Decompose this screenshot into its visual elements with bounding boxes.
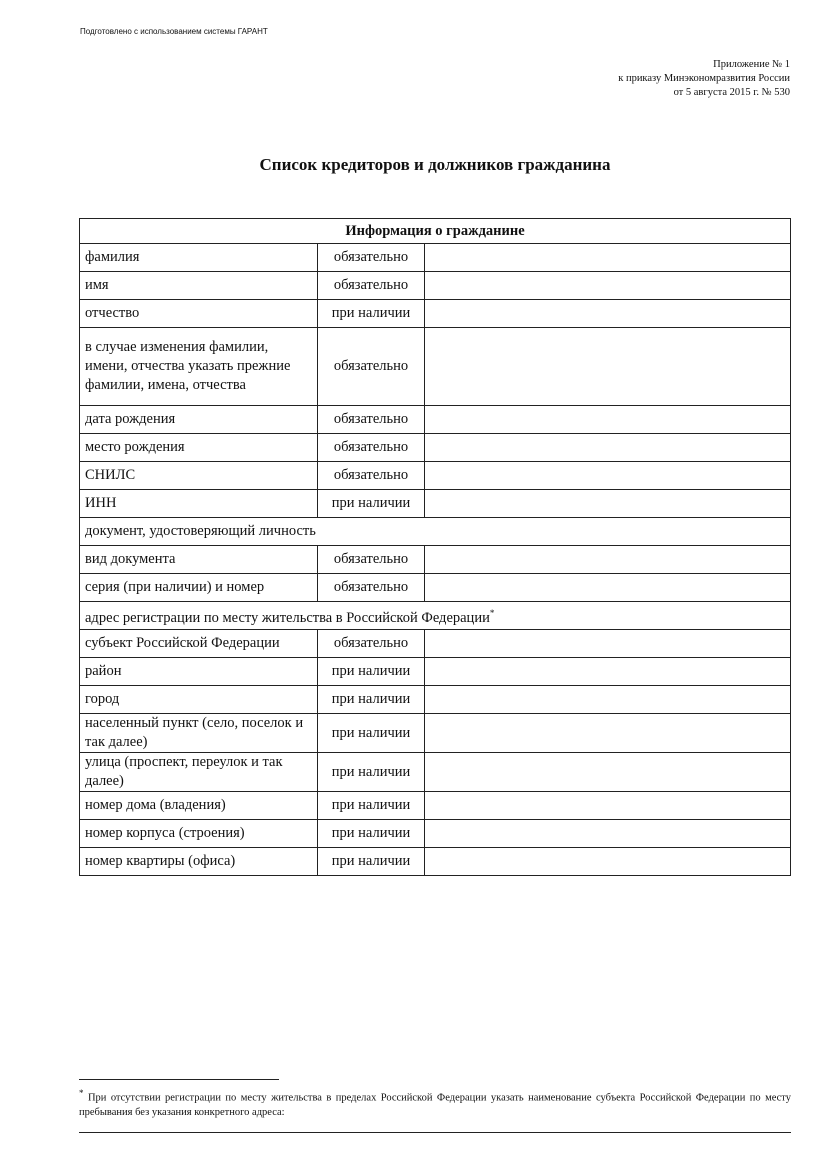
- row-value-cell[interactable]: [425, 546, 791, 574]
- row-label: населенный пункт (село, поселок и так далее): [80, 714, 318, 753]
- row-value-cell[interactable]: [425, 792, 791, 820]
- citizen-info-table: [79, 218, 791, 876]
- table-row: [80, 244, 791, 272]
- row-requirement: при наличии: [318, 848, 425, 876]
- appendix-line-2: к приказу Минэкономразвития России: [618, 73, 790, 84]
- table-row: [80, 792, 791, 820]
- row-label: субъект Российской Федерации: [80, 630, 318, 658]
- footnote: [79, 1086, 791, 1120]
- appendix-line-1: Приложение № 1: [713, 59, 790, 70]
- row-value-cell[interactable]: [425, 574, 791, 602]
- row-label: отчество: [80, 300, 318, 328]
- row-label: дата рождения: [80, 406, 318, 434]
- row-label: улица (проспект, переулок и так далее): [80, 753, 318, 792]
- appendix-block: [618, 58, 790, 100]
- row-requirement: обязательно: [318, 630, 425, 658]
- garant-note: Подготовлено с использованием системы ГАРАНТ: [80, 27, 268, 36]
- table-row: [80, 406, 791, 434]
- row-value-cell[interactable]: [425, 272, 791, 300]
- table-row: [80, 272, 791, 300]
- row-label: район: [80, 658, 318, 686]
- row-requirement: при наличии: [318, 300, 425, 328]
- address-footnote-mark: *: [489, 607, 495, 618]
- row-requirement: при наличии: [318, 792, 425, 820]
- table-row: [80, 490, 791, 518]
- row-requirement: обязательно: [318, 244, 425, 272]
- row-requirement: обязательно: [318, 434, 425, 462]
- row-requirement: при наличии: [318, 714, 425, 753]
- row-value-cell[interactable]: [425, 658, 791, 686]
- row-requirement: обязательно: [318, 406, 425, 434]
- row-requirement: при наличии: [318, 753, 425, 792]
- table-row: [80, 328, 791, 406]
- row-label: ИНН: [80, 490, 318, 518]
- row-label: фамилия: [80, 244, 318, 272]
- appendix-line-3: от 5 августа 2015 г. № 530: [673, 87, 790, 98]
- row-requirement: обязательно: [318, 462, 425, 490]
- row-value-cell[interactable]: [425, 686, 791, 714]
- row-requirement: обязательно: [318, 272, 425, 300]
- row-value-cell[interactable]: [425, 820, 791, 848]
- row-label: номер корпуса (строения): [80, 820, 318, 848]
- row-value-cell[interactable]: [425, 462, 791, 490]
- table-row: [80, 753, 791, 792]
- row-value-cell[interactable]: [425, 300, 791, 328]
- row-label: место рождения: [80, 434, 318, 462]
- section-title: Информация о гражданине: [80, 219, 791, 244]
- doc-section-title: документ, удостоверяющий личность: [80, 518, 791, 546]
- table-row: [80, 546, 791, 574]
- row-requirement: при наличии: [318, 820, 425, 848]
- row-label: номер дома (владения): [80, 792, 318, 820]
- table-row: [80, 300, 791, 328]
- row-requirement: обязательно: [318, 328, 425, 406]
- row-label: город: [80, 686, 318, 714]
- table-row: [80, 848, 791, 876]
- row-requirement: при наличии: [318, 658, 425, 686]
- table-row: [80, 434, 791, 462]
- row-label: в случае изменения фамилии, имени, отчества указать прежние фамилии, имена, отчества: [80, 328, 318, 406]
- table-row: [80, 658, 791, 686]
- row-requirement: при наличии: [318, 490, 425, 518]
- row-value-cell[interactable]: [425, 753, 791, 792]
- row-value-cell[interactable]: [425, 244, 791, 272]
- footnote-fill-line[interactable]: [79, 1132, 791, 1133]
- row-value-cell[interactable]: [425, 328, 791, 406]
- row-label: серия (при наличии) и номер: [80, 574, 318, 602]
- row-label: имя: [80, 272, 318, 300]
- table-row: [80, 462, 791, 490]
- row-requirement: при наличии: [318, 686, 425, 714]
- address-section-title: [80, 602, 791, 630]
- table-row: [80, 686, 791, 714]
- row-value-cell[interactable]: [425, 848, 791, 876]
- row-value-cell[interactable]: [425, 714, 791, 753]
- row-value-cell[interactable]: [425, 630, 791, 658]
- address-section-label: адрес регистрации по месту жительства в Российской Федерации: [85, 609, 490, 626]
- row-label: номер квартиры (офиса): [80, 848, 318, 876]
- table-row: [80, 630, 791, 658]
- row-value-cell[interactable]: [425, 490, 791, 518]
- row-value-cell[interactable]: [425, 406, 791, 434]
- table-row: [80, 820, 791, 848]
- table-row: [80, 574, 791, 602]
- footnote-separator: [79, 1079, 279, 1080]
- row-requirement: обязательно: [318, 574, 425, 602]
- page-title: Список кредиторов и должников гражданина: [259, 155, 611, 174]
- footnote-mark: *: [79, 1088, 84, 1098]
- table-row: [80, 714, 791, 753]
- row-requirement: обязательно: [318, 546, 425, 574]
- row-label: СНИЛС: [80, 462, 318, 490]
- row-value-cell[interactable]: [425, 434, 791, 462]
- row-label: вид документа: [80, 546, 318, 574]
- footnote-text: При отсутствии регистрации по месту жительства в пределах Российской Федерации указать наименование субъекта Российской Федерации по месту пребывания без указания конкретного адреса:: [79, 1092, 792, 1118]
